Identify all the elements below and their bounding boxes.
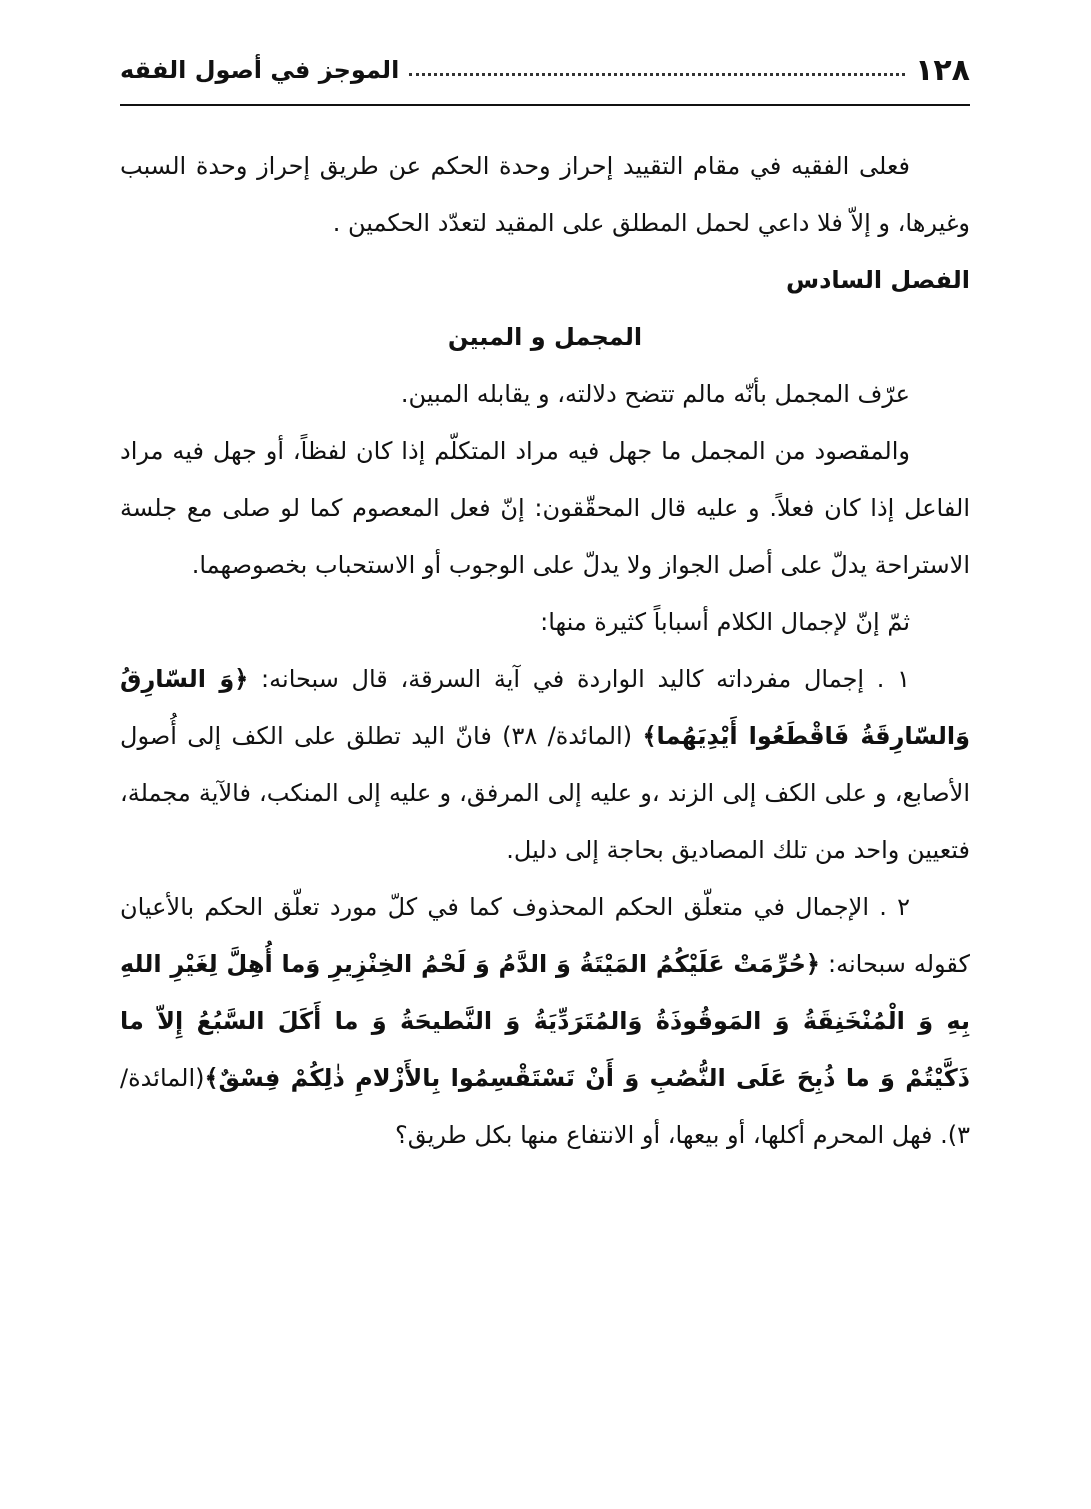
running-title: الموجز في أصول الفقه (120, 56, 400, 84)
page-header (120, 40, 970, 100)
list-item-2-intro: ٢ . الإجمال في متعلّق الحكم المحذوف كما في كلّ مورد تعلّق الحكم بالأعيان كقوله سبحانه: (120, 893, 970, 978)
list-item-2 (120, 879, 970, 1164)
list-item-1-intro: ١ . إجمال مفرداته كاليد الواردة في آية السرقة، قال سبحانه: (248, 665, 911, 693)
quran-verse-1: ﴿وَ السّارِقُ وَالسّارِقَةُ فَاقْطَعُوا أَيْدِيَهُما﴾ (120, 665, 971, 750)
paragraph-1: فعلى الفقيه في مقام التقييد إحراز وحدة الحكم عن طريق إحراز وحدة السبب وغيرها، و إلاّ فلا داعي لحمل المطلق على المقيد لتعدّد الحكمين . (120, 152, 970, 237)
paragraph-3: والمقصود من المجمل ما جهل فيه مراد المتكلّم إذا كان لفظاً، أو جهل فيه مراد الفاعل إذا كان فعلاً. و عليه قال المحقّقون: إنّ فعل المعصوم كما لو صلى مع جلسة الاستراحة يدلّ على أصل الجواز ولا يدلّ على الوجوب أو الاستحباب بخصوصهما. (120, 437, 970, 579)
list-item-1-text: (المائدة/ ٣٨) فانّ اليد تطلق على الكف إلى أُصول الأصابع، و على الكف إلى الزند ،و عليه إلى المرفق، و عليه إلى المنكب، فالآية مجملة، فتعيين واحد من تلك المصاديق بحاجة إلى دليل. (120, 722, 970, 864)
page-body (120, 138, 970, 1164)
header-divider (120, 104, 970, 106)
page-number: ١٢٨ (915, 52, 970, 88)
quran-verse-2: ﴿حُرِّمَتْ عَلَيْكُمُ المَيْتَةُ وَ الدَّمُ وَ لَحْمُ الخِنْزِيرِ وَما أُهِلَّ لِغَيْرِ اللهِ بِهِ وَ الْمُنْخَنِقَةُ وَ المَوقُوذَةُ وَالمُتَرَدِّيَةُ وَ النَّطيحَةُ وَ ما أَكَلَ السَّبُعُ إِلاّ ما ذَكَّيْتُمْ وَ ما ذُبِحَ عَلَى النُّصُبِ وَ أَنْ تَسْتَقْسِمُوا بِالأَزْلامِ ذٰلِكُمْ فِسْقٌ﴾ (120, 950, 970, 1092)
paragraph-4: ثمّ إنّ لإجمال الكلام أسباباً كثيرة منها: (540, 608, 910, 636)
section-title: المجمل و المبين (447, 323, 643, 351)
paragraph-2: عرّف المجمل بأنّه مالم تتضح دلالته، و يقابله المبين. (400, 380, 910, 408)
chapter-heading: الفصل السادس (785, 266, 970, 294)
list-item-1 (120, 651, 970, 879)
header-leader-dots (409, 73, 905, 76)
list-item-2-text: (المائدة/ ٣). فهل المحرم أكلها، أو بيعها، أو الانتفاع منها بكل طريق؟ (120, 1064, 970, 1149)
